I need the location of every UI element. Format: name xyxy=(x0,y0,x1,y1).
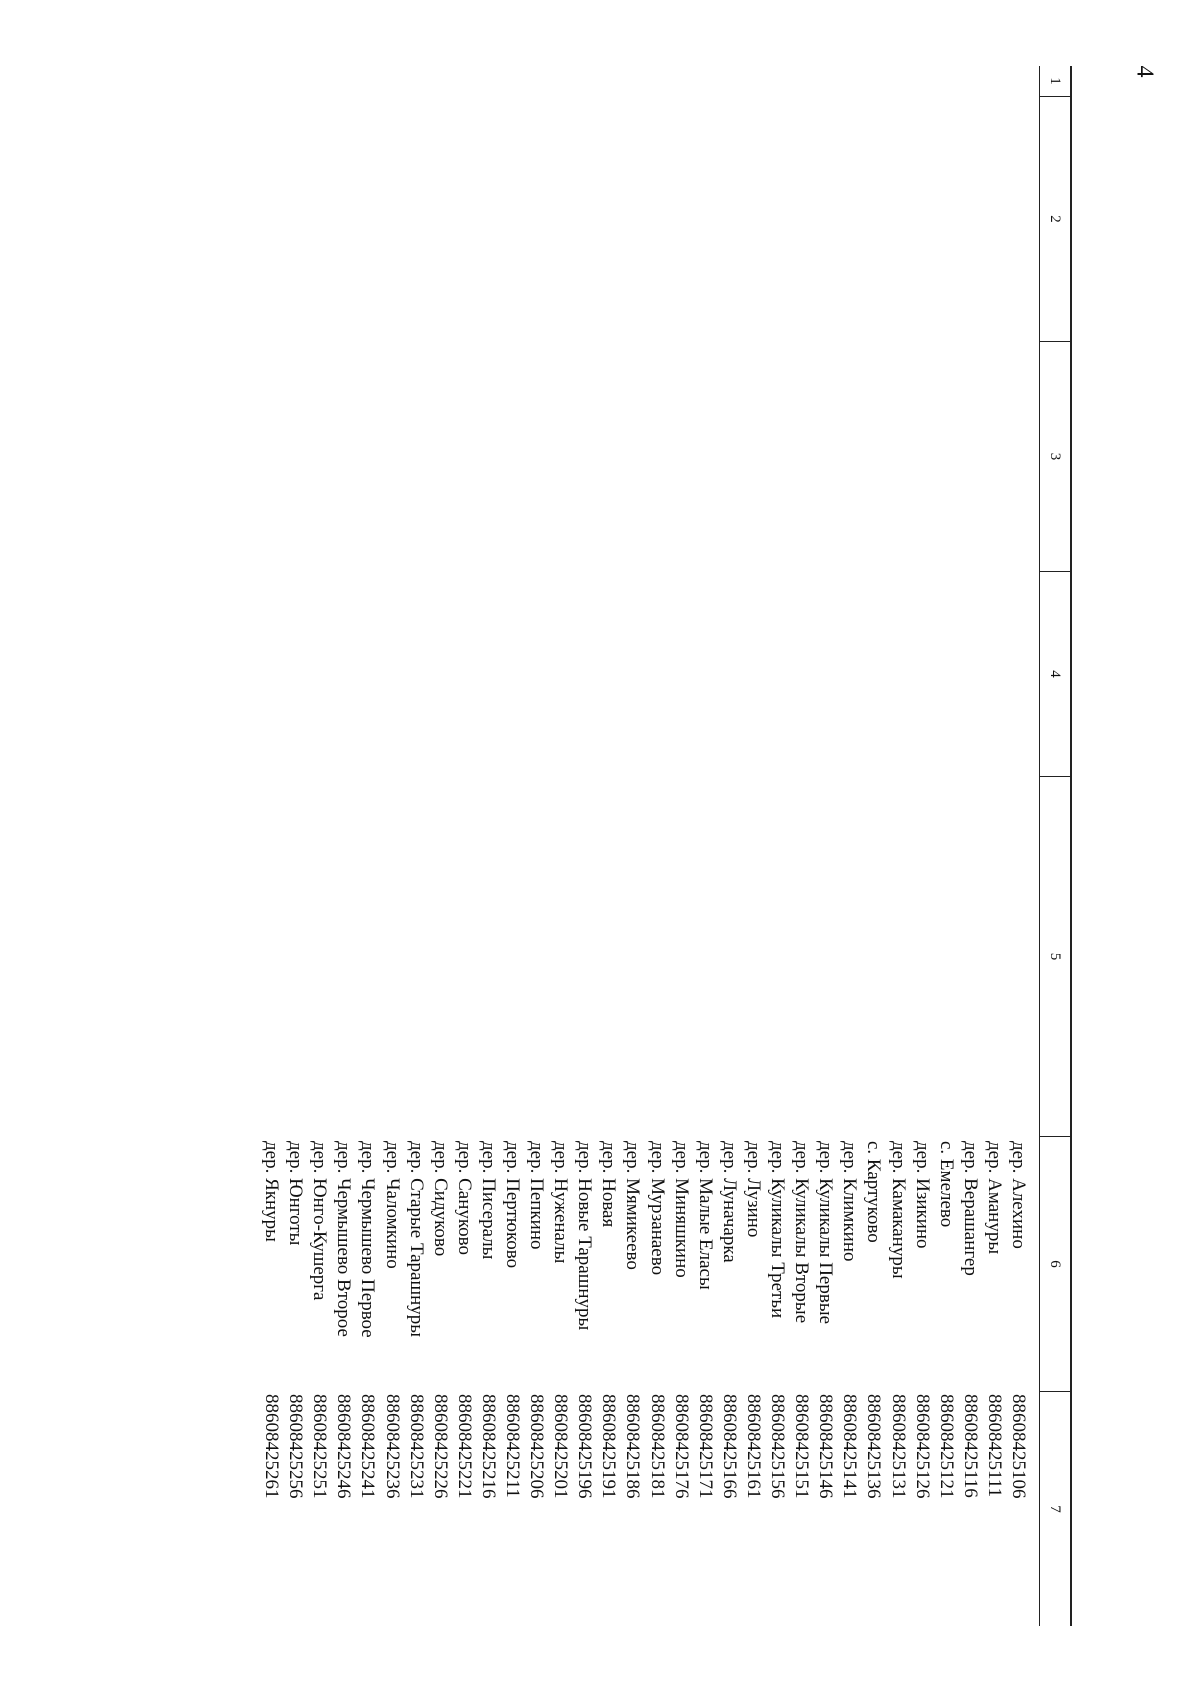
header-cell-5: 5 xyxy=(1040,776,1070,1136)
settlement-code: 88608425136 xyxy=(863,1394,885,1499)
header-cell-6: 6 xyxy=(1040,1136,1070,1391)
settlement-name: дер. Юнго-Кушерга xyxy=(309,1141,331,1301)
table-row xyxy=(572,66,596,1626)
table-row xyxy=(669,66,693,1626)
settlement-code: 88608425196 xyxy=(574,1394,596,1499)
settlement-name: дер. Старые Тарашнуры xyxy=(405,1141,427,1338)
settlement-name: дер. Писералы xyxy=(477,1141,499,1260)
settlement-code: 88608425171 xyxy=(694,1394,716,1499)
table-row xyxy=(789,66,813,1626)
settlement-code: 88608425121 xyxy=(935,1394,957,1499)
settlement-code: 88608425111 xyxy=(983,1394,1005,1498)
settlement-code: 88608425131 xyxy=(887,1394,909,1499)
settlement-code: 88608425156 xyxy=(767,1394,789,1499)
rotated-table-page xyxy=(192,66,1072,1626)
header-cell-2: 2 xyxy=(1040,96,1070,341)
settlement-code: 88608425221 xyxy=(453,1394,475,1499)
table-row xyxy=(428,66,452,1626)
table-row xyxy=(958,66,982,1626)
settlement-code: 88608425241 xyxy=(357,1394,379,1499)
table-row xyxy=(910,66,934,1626)
table-row xyxy=(885,66,909,1626)
table-row xyxy=(524,66,548,1626)
settlement-code: 88608425231 xyxy=(405,1394,427,1499)
settlement-code: 88608425186 xyxy=(622,1394,644,1499)
settlement-name: дер. Алехино xyxy=(1008,1141,1029,1249)
settlement-code: 88608425201 xyxy=(550,1394,572,1499)
table-row xyxy=(837,66,861,1626)
table-row xyxy=(452,66,476,1626)
settlement-code: 88608425216 xyxy=(477,1394,499,1499)
settlement-name: дер. Якнуры xyxy=(261,1141,283,1242)
table-row xyxy=(355,66,379,1626)
table-row xyxy=(307,66,331,1626)
settlement-name: дер. Пертюково xyxy=(502,1141,524,1269)
settlement-name: дер. Луначарка xyxy=(718,1141,740,1263)
table-row xyxy=(379,66,403,1626)
settlement-name: дер. Чаломкино xyxy=(381,1141,403,1269)
table-row xyxy=(861,66,885,1626)
settlement-code: 88608425211 xyxy=(502,1394,524,1498)
settlement-name: дер. Малые Еласы xyxy=(694,1141,716,1290)
settlement-name: дер. Новые Тарашнуры xyxy=(574,1141,596,1331)
settlement-name: дер. Мямикеево xyxy=(622,1141,644,1270)
settlement-name: дер. Пепкино xyxy=(526,1141,548,1250)
table-row xyxy=(620,66,644,1626)
settlement-code: 88608425141 xyxy=(839,1394,861,1499)
settlement-code: 88608425126 xyxy=(911,1394,933,1499)
table-row xyxy=(645,66,669,1626)
settlement-name: дер. Новая xyxy=(598,1141,620,1228)
settlement-code: 88608425166 xyxy=(718,1394,740,1499)
settlement-name: дер. Сануково xyxy=(453,1141,475,1255)
settlement-code: 88608425191 xyxy=(598,1394,620,1499)
settlement-name: дер. Изикино xyxy=(911,1141,933,1249)
settlement-code: 88608425161 xyxy=(742,1394,764,1499)
table-row xyxy=(283,66,307,1626)
settlement-name: дер. Миняшкино xyxy=(670,1141,692,1278)
table-row xyxy=(331,66,355,1626)
table-row xyxy=(596,66,620,1626)
settlement-code: 88608425251 xyxy=(309,1394,331,1499)
settlement-name: с. Картуково xyxy=(863,1141,885,1243)
header-cell-3: 3 xyxy=(1040,341,1070,571)
settlement-name: дер. Чермышево Первое xyxy=(357,1141,379,1338)
settlement-name: дер. Чермышево Второе xyxy=(333,1141,355,1337)
settlement-name: дер. Куликалы Вторые xyxy=(791,1141,813,1324)
table-row xyxy=(404,66,428,1626)
settlement-name: дер. Сидуково xyxy=(429,1141,451,1257)
settlement-name: дер. Камакануры xyxy=(887,1141,909,1279)
settlement-name: дер. Лузино xyxy=(742,1141,764,1238)
table-row xyxy=(741,66,765,1626)
header-cell-4: 4 xyxy=(1040,571,1070,776)
page-number: 4 xyxy=(1131,65,1158,78)
settlement-code: 88608425146 xyxy=(815,1394,837,1499)
settlement-code: 88608425256 xyxy=(285,1394,307,1499)
table-row xyxy=(500,66,524,1626)
settlement-code: 88608425261 xyxy=(261,1394,283,1499)
table-row xyxy=(476,66,500,1626)
table-row xyxy=(259,66,283,1626)
settlement-code: 88608425246 xyxy=(333,1394,355,1499)
settlement-code: 88608425206 xyxy=(526,1394,548,1499)
settlement-name: дер. Нуженалы xyxy=(550,1141,572,1264)
table-row xyxy=(765,66,789,1626)
table-row xyxy=(1006,66,1030,1626)
settlement-code: 88608425236 xyxy=(381,1394,403,1499)
settlement-code: 88608425106 xyxy=(1008,1394,1029,1499)
settlement-code: 88608425176 xyxy=(670,1394,692,1499)
settlement-name: дер. Куликалы Третьи xyxy=(767,1141,789,1319)
table-row xyxy=(717,66,741,1626)
table-row xyxy=(934,66,958,1626)
settlement-name: дер. Юнготы xyxy=(285,1141,307,1246)
header-cell-7: 7 xyxy=(1040,1391,1070,1626)
table-header-row xyxy=(1039,66,1072,1626)
settlement-code: 88608425181 xyxy=(646,1394,668,1499)
table-row xyxy=(548,66,572,1626)
table-body xyxy=(259,66,1030,1626)
settlement-name: дер. Куликалы Первые xyxy=(815,1141,837,1325)
settlement-code: 88608425151 xyxy=(791,1394,813,1499)
header-cell-1: 1 xyxy=(1047,77,1063,85)
settlement-name: с. Емелево xyxy=(935,1141,957,1228)
settlement-name: дер. Аманyры xyxy=(983,1141,1005,1255)
table-row xyxy=(982,66,1006,1626)
settlement-name: дер. Верашангер xyxy=(959,1141,981,1276)
settlement-name: дер. Климкино xyxy=(839,1141,861,1262)
settlement-name: дер. Мурзанаево xyxy=(646,1141,668,1276)
settlement-code: 88608425226 xyxy=(429,1394,451,1499)
table-row xyxy=(813,66,837,1626)
settlement-code: 88608425116 xyxy=(959,1394,981,1498)
table-row xyxy=(693,66,717,1626)
